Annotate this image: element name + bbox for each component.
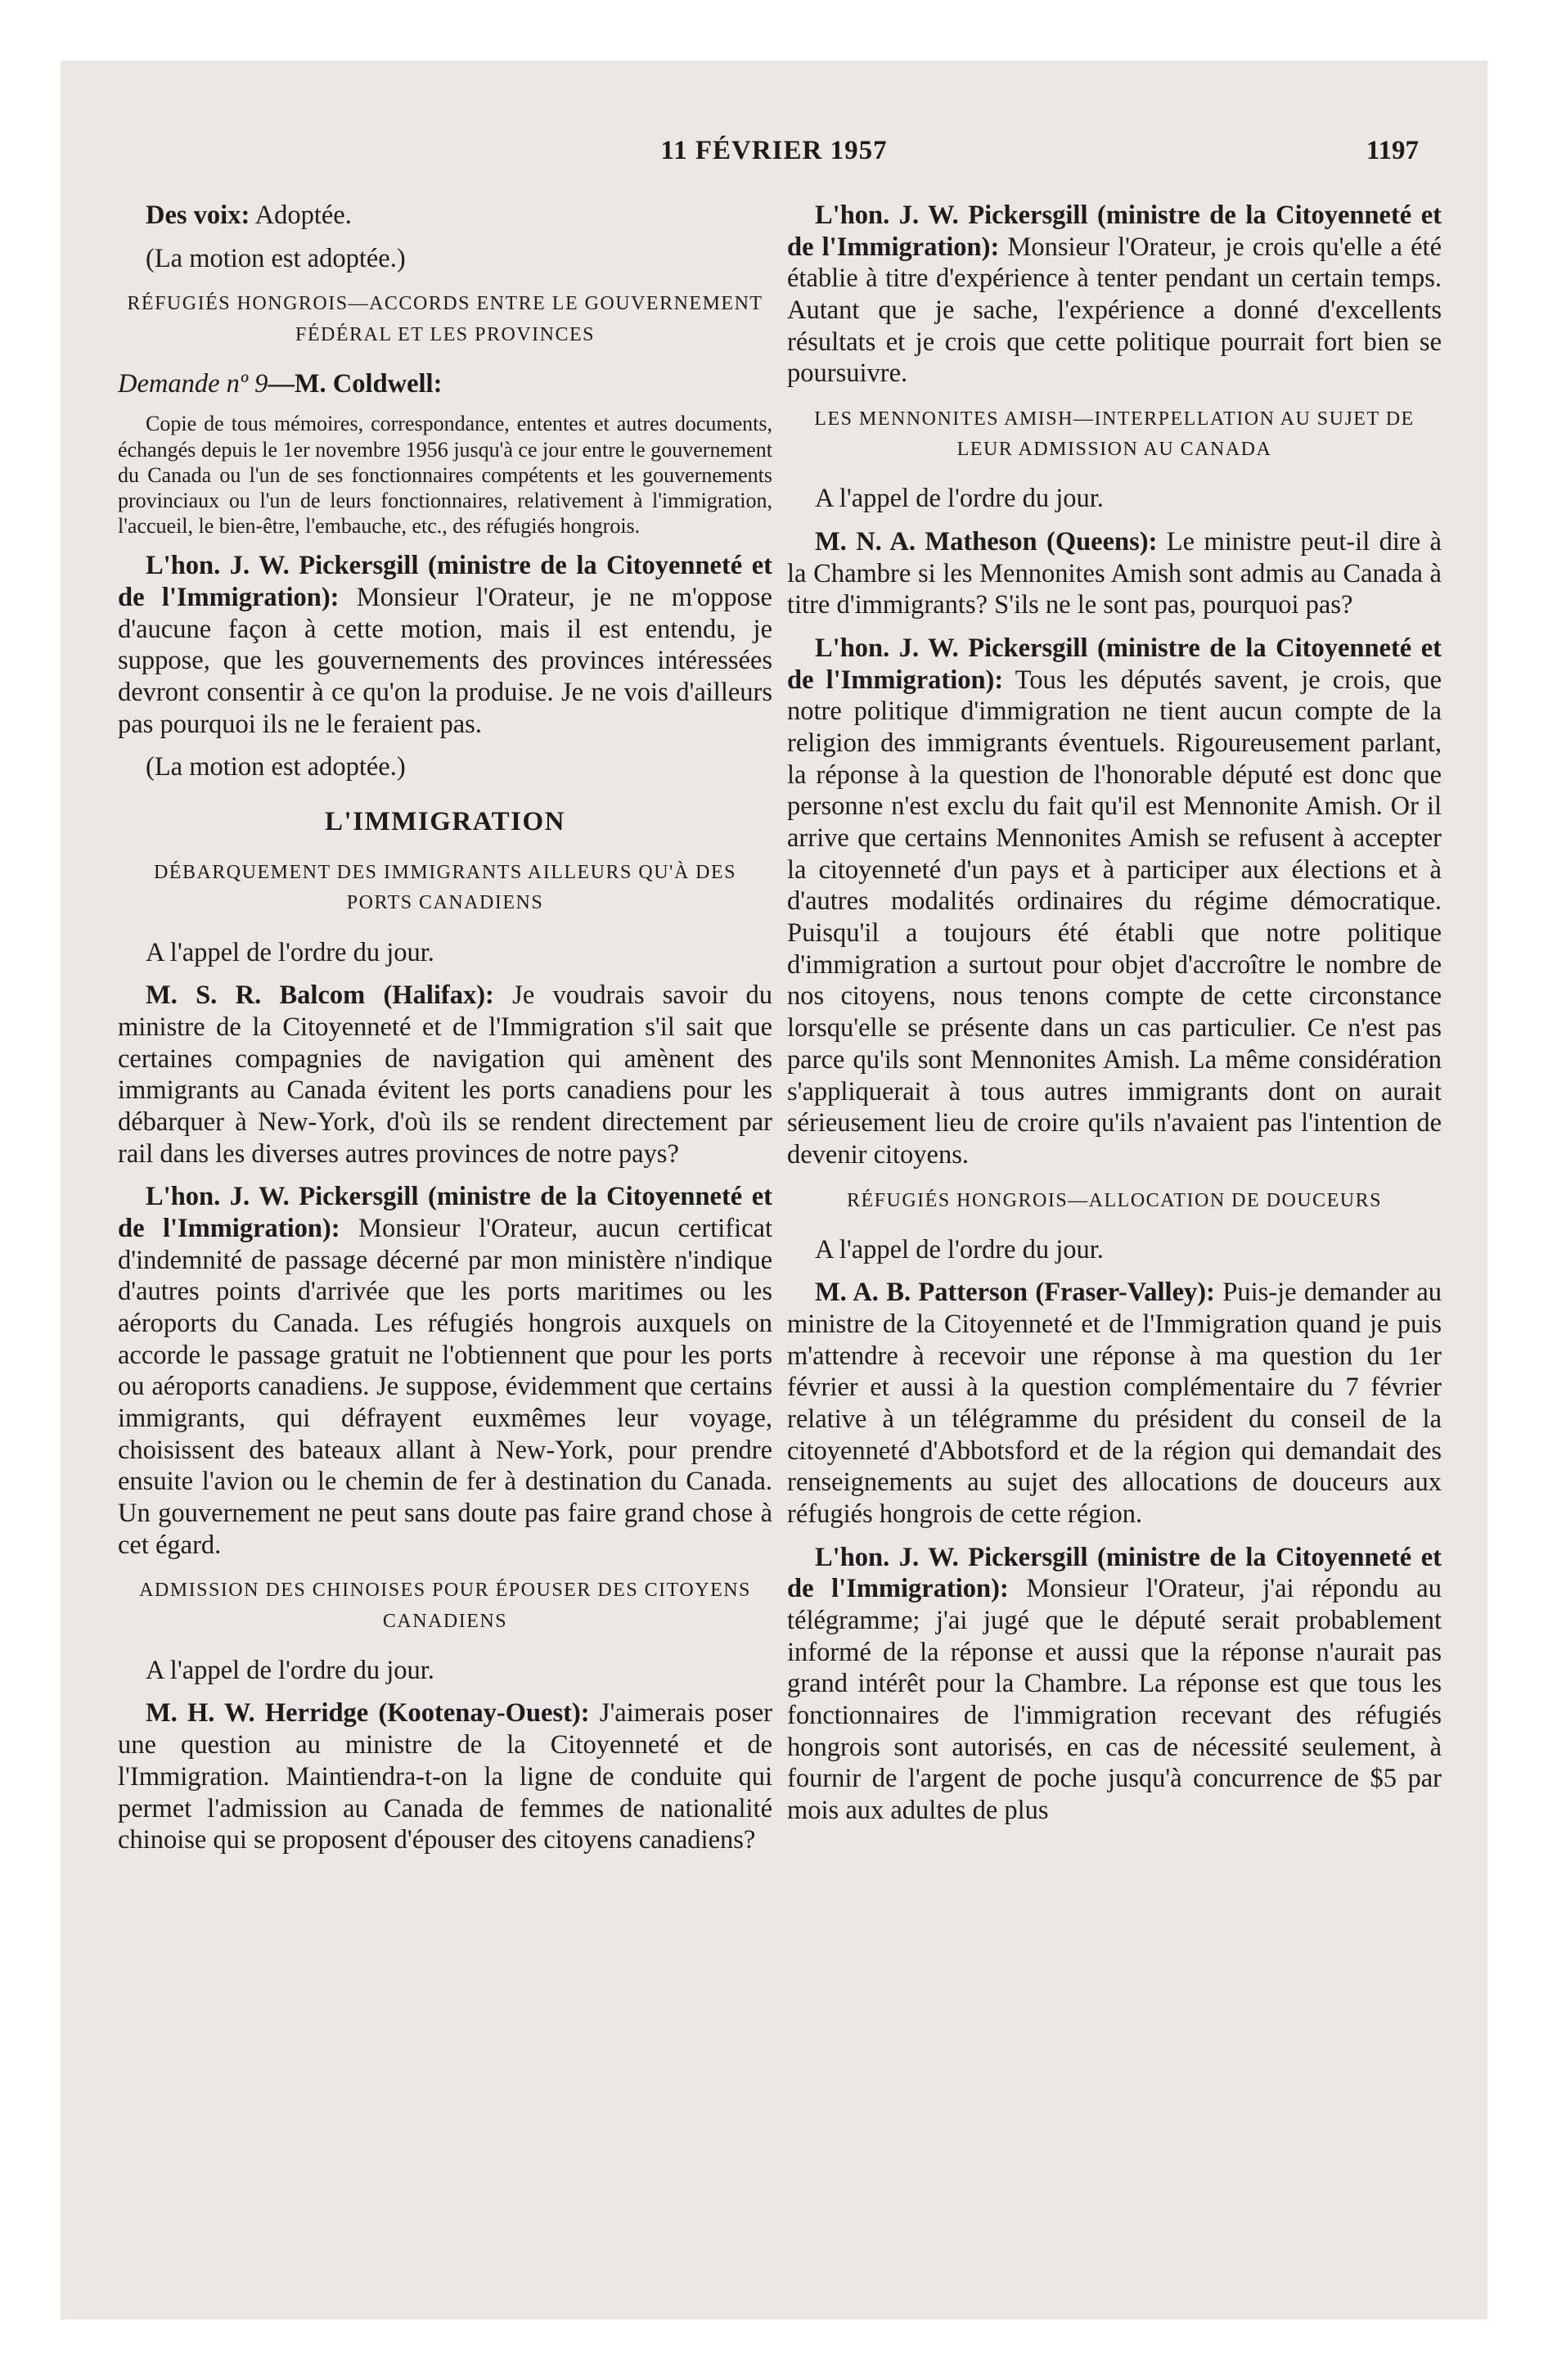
paragraph (787, 200, 1442, 390)
page-number: 1197 (1366, 136, 1419, 165)
paragraph-text: Tous les députés savent, je crois, que notre politique d'immigration ne tient aucun compte de la religion des immigrants éventuels. Rigoureusement parlant, la réponse à la question de l'honorable député est donc que personne n'est exclu du fait qu'il est Mennonite Amish. Or il arrive que certains Mennonites Amish se refusent à accepter la citoyenneté d'un pays et à participer aux élections et à d'autres modalités ordinaires du régime démocratique. Puisqu'il a toujours été établi que notre politique d'immigration a surtout pour objet d'accroître le nombre de nos citoyens, nous tenons compte de cette circonstance lorsqu'elle se présente dans un cas particulier. Ce n'est pas parce qu'ils sont Mennonites Amish. La même considération s'appliquerait à tous autres immigrants dont on aurait sérieusement lieu de croire qu'ils n'avaient pas l'intention de devenir citoyens. (787, 665, 1442, 1170)
paragraph-text: Monsieur l'Orateur, aucun certificat d'indemnité de passage décerné par mon ministère n'indique d'autres points d'arrivée que les ports maritimes ou les aéroports du Canada. Les réfugiés hongrois auxquels on accorde le passage gratuit ne l'obtiennent que pour les ports ou aéroports canadiens. Je suppose, évidemment que certains immigrants, qui défrayent euxmêmes leur voyage, choisissent des bateaux allant à New-York, pour prendre ensuite l'avion ou le chemin de fer à destination du Canada. Un gouvernement ne peut sans doute pas faire grand chose à cet égard. (118, 1214, 772, 1560)
paragraph: A l'appel de l'ordre du jour. (146, 937, 434, 967)
speaker-name: M. A. B. Patterson (Fraser-Valley): (815, 1278, 1215, 1308)
paragraph (787, 526, 1442, 621)
speaker-label: Des voix: (146, 201, 250, 230)
header-date: 11 FÉVRIER 1957 (660, 136, 888, 165)
paragraph: (La motion est adoptée.) (146, 752, 406, 782)
speaker-name: L'hon. J. W. Pickersgill (ministre de la Citoyenneté et de l'Immigration): (118, 1182, 772, 1244)
section-heading: RÉFUGIÉS HONGROIS—ACCORDS ENTRE LE GOUVERNEMENT FÉDÉRAL ET LES PROVINCES (127, 293, 763, 345)
paragraph: A l'appel de l'ordre du jour. (815, 484, 1104, 514)
paragraph (787, 1277, 1442, 1530)
section-heading: LES MENNONITES AMISH—INTERPELLATION AU SUJET DE LEUR ADMISSION AU CANADA (814, 408, 1415, 461)
speaker-name: L'hon. J. W. Pickersgill (ministre de la Citoyenneté et de l'Immigration): (787, 1542, 1442, 1604)
paragraph (118, 980, 772, 1170)
paragraph-text: J'aimerais poser une question au ministre de la Citoyenneté et de l'Immigration. Maintiendra-t-on la ligne de conduite qui permet l'admission au Canada de femmes de nationalité chinoise qui se proposent d'épouser des citoyens canadiens? (118, 1698, 772, 1855)
paragraph-text: Puis-je demander au ministre de la Citoyenneté et de l'Immigration quand je puis m'attendre à recevoir une réponse à ma question du 1er février et aussi à la question complémentaire du 7 février relative à un télégramme du président du conseil de la citoyenneté d'Abbotsford et de la région qui demandait des renseignements au sujet des allocations de douceurs aux réfugiés hongrois de cette région. (787, 1278, 1442, 1530)
paragraph-text: Monsieur l'Orateur, j'ai répondu au télégramme; j'ai jugé que le député serait probablement informé de la réponse et aussi que la réponse n'aurait pas grand intérêt pour la Chambre. La réponse est que tous les fonctionnaires de l'immigration recevant des réfugiés hongrois sont autorisés, en cas de nécessité seulement, à fournir de l'argent de poche jusqu'à concurrence de $5 par mois aux adultes de plus (787, 1574, 1442, 1826)
paragraph: A l'appel de l'ordre du jour. (146, 1655, 434, 1685)
speaker-name: M. H. W. Herridge (Kootenay-Ouest): (146, 1698, 590, 1729)
paragraph (118, 1697, 772, 1855)
paragraph-text: Je voudrais savoir du ministre de la Citoyenneté et de l'Immigration s'il sait que certaines compagnies de navigation qui amènent des immigrants au Canada évitent les ports canadiens pour les débarquer à New-York, d'où ils se rendent directement par rail dans les diverses autres provinces de notre pays? (118, 980, 772, 1169)
section-title: L'IMMIGRATION (325, 807, 565, 837)
page-header (61, 136, 1487, 177)
speaker-name: L'hon. J. W. Pickersgill (ministre de la Citoyenneté et de l'Immigration): (787, 633, 1442, 695)
section-heading: RÉFUGIÉS HONGROIS—ALLOCATION DE DOUCEURS (846, 1189, 1382, 1211)
motion-text: Copie de tous mémoires, correspondance, ententes et autres documents, échangés depuis le 1er novembre 1956 jusqu'à ce jour entre le gouvernement du Canada ou l'un de ses fonctionnaires compétents et les gouvernements provinciaux ou l'un de leurs fonctionnaires, relativement à l'immigration, l'accueil, le bien-être, l'embauche, etc., des réfugiés hongrois. (118, 412, 772, 539)
paragraph-text: Le ministre peut-il dire à la Chambre si les Mennonites Amish sont admis au Canada à titre d'immigrants? S'ils ne le sont pas, pourquoi pas? (787, 527, 1442, 620)
paragraph (118, 1181, 772, 1561)
left-column (118, 200, 772, 1868)
section-heading: DÉBARQUEMENT DES IMMIGRANTS AILLEURS QU'À DES PORTS CANADIENS (153, 862, 737, 914)
motion-heading (118, 368, 772, 400)
paragraph-text: Adoptée. (250, 201, 352, 230)
speaker-name: M. S. R. Balcom (Halifax): (146, 980, 494, 1011)
speaker-name: L'hon. J. W. Pickersgill (ministre de la Citoyenneté et de l'Immigration): (118, 551, 772, 612)
speaker-name: M. N. A. Matheson (Queens): (815, 527, 1158, 557)
demande-number: Demande nº 9 (118, 368, 268, 399)
paragraph (118, 550, 772, 740)
paragraph: A l'appel de l'ordre du jour. (815, 1234, 1104, 1264)
scanned-page (61, 61, 1487, 2319)
paragraph-text: Monsieur l'Orateur, je crois qu'elle a été établie à titre d'expérience à tenter pendant un certain temps. Autant que je sache, l'expérience a donné d'excellents résultats et je crois que cette politique pourrait fort bien se poursuivre. (787, 232, 1442, 389)
paragraph (787, 633, 1442, 1170)
paragraph-text: Monsieur l'Orateur, je ne m'oppose d'aucune façon à cette motion, mais il est entendu, je suppose, que les gouvernements des provinces intéressées devront consentir à ce qu'on la produise. Je ne vois d'ailleurs pas pourquoi ils ne le feraient pas. (118, 583, 772, 739)
paragraph: (La motion est adoptée.) (146, 243, 406, 273)
right-column (787, 200, 1442, 1838)
section-heading: ADMISSION DES CHINOISES POUR ÉPOUSER DES CITOYENS CANADIENS (139, 1580, 751, 1632)
paragraph (787, 1542, 1442, 1827)
paragraph (118, 200, 772, 232)
demande-mover: —M. Coldwell: (268, 368, 443, 399)
speaker-name: L'hon. J. W. Pickersgill (ministre de la Citoyenneté et de l'Immigration): (787, 201, 1442, 262)
